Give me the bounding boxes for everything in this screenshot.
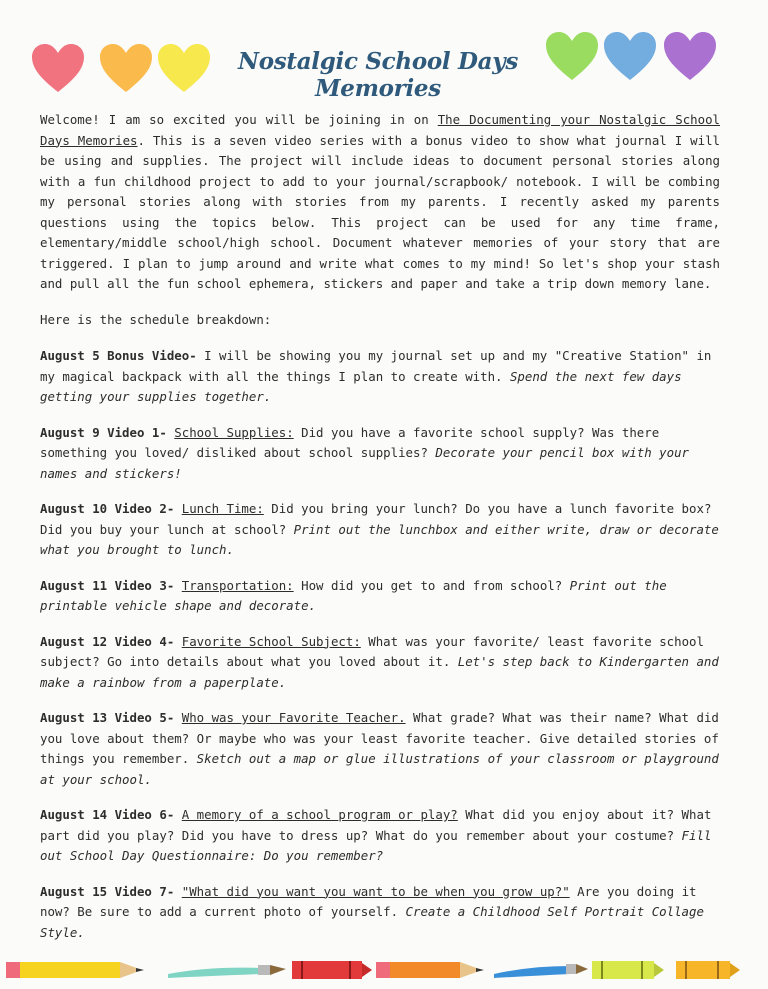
entry-topic: Favorite School Subject: (181, 633, 361, 649)
entry-date: August 11 Video 3- (40, 577, 175, 593)
entry-date: August 10 Video 2- (40, 501, 175, 516)
entry-text: What was your favorite/ least favorite school subject? Go into details about what you loved about it. (40, 633, 704, 669)
video-entry-6 (40, 805, 720, 867)
crayon-border (0, 952, 768, 989)
purple-heart-icon (662, 30, 718, 82)
blue-heart-icon (602, 30, 658, 82)
entry-topic: "What did you want you want to be when you grow up?" (181, 883, 570, 899)
video-entry-2 (40, 499, 720, 561)
entry-activity: Spend the next few days getting your supplies together. (40, 368, 682, 404)
video-entry-1 (40, 423, 720, 485)
entry-activity: Print out the printable vehicle shape and decorate. (40, 577, 667, 613)
entry-topic: Transportation: (181, 577, 294, 593)
schedule-heading: Here is the schedule breakdown: (40, 311, 272, 327)
entry-text: Are you doing it now? Be sure to add a current photo of yourself. (40, 883, 697, 919)
yellow-pencil-icon (6, 962, 144, 978)
video-entry-5 (40, 708, 720, 790)
entry-text: How did you get to and from school? (293, 577, 570, 593)
heart-shape (32, 44, 84, 92)
entry-text: I will be showing you my journal set up and my "Creative Station" in my magical backpack with all the things I plan to create with. (40, 348, 712, 384)
document-body (40, 110, 720, 958)
heart-shape (546, 32, 598, 80)
entry-activity: Sketch out a map or glue illustrations of your classroom or playground at your school. (40, 751, 719, 787)
entry-date: August 5 Bonus Video- (40, 348, 197, 363)
orange-heart-icon (98, 42, 154, 94)
yellow-heart-icon (156, 42, 212, 94)
heart-shape (158, 44, 210, 92)
entry-activity: Fill out School Day Questionnaire: Do you remember? (40, 827, 712, 863)
video-entry-4 (40, 632, 720, 694)
intro-text-rest: . This is a seven video series with a bonus video to show what journal I will be using and supplies. The project will include ideas to document personal stories along with a fun childhood project to add to your journal/scrapbook/ notebook. I will be combing my personal stories along with stories from my parents. I recently asked my parents questions using the topics below. This project can be used for any time frame, elementary/middle school/high school. Document whatever memories of your story that are triggered. I plan to jump around and write what comes to my mind! So let's shop your stash and pull all the fun school ephemera, stickers and paper and take a trip down memory lane. (40, 132, 720, 291)
entry-date: August 15 Video 7- (40, 883, 175, 899)
page-title: Nostalgic School Days Memories (237, 48, 519, 102)
entry-date: August 12 Video 4- (40, 633, 175, 649)
entry-text: What did you enjoy about it? What part did you play? Did you have to dress up? What do you remember about your costume? (40, 807, 712, 843)
entry-date: August 9 Video 1- (40, 424, 167, 440)
red-heart-icon (30, 42, 86, 94)
red-crayon-icon (292, 961, 372, 979)
teal-paintbrush-icon (168, 965, 286, 978)
entry-text: Did you have a favorite school supply? Was there something you loved/ disliked about school supplies? (40, 424, 660, 460)
bonus-video-entry (40, 346, 720, 408)
yellow-crayon-icon (676, 961, 740, 979)
intro-text-start: Welcome! I am so excited you will be joining in on (40, 112, 438, 127)
entry-text: What grade? What was their name? What did you love about them? Or maybe who was your least favorite teacher. Give detailed stories of things you remember. (40, 710, 719, 766)
entry-text: Did you bring your lunch? Do you have a lunch favorite box? Did you buy your lunch at school? (40, 501, 712, 537)
series-title-link: The Documenting your Nostalgic School Days Memories (40, 112, 721, 148)
entry-date: August 14 Video 6- (40, 807, 175, 822)
heart-shape (604, 32, 656, 80)
orange-pencil-icon (376, 962, 484, 978)
entry-activity: Create a Childhood Self Portrait Collage Style. (40, 904, 704, 940)
entry-activity: Decorate your pencil box with your names and stickers! (40, 445, 690, 481)
entry-topic: School Supplies: (174, 424, 294, 440)
entry-topic: Lunch Time: (181, 501, 264, 516)
intro-paragraph (40, 110, 720, 295)
green-crayon-icon (592, 961, 664, 979)
heart-shape (100, 44, 152, 92)
page-header (0, 22, 768, 102)
video-entry-3 (40, 576, 720, 617)
green-heart-icon (544, 30, 600, 82)
entry-topic: Who was your Favorite Teacher. (181, 710, 406, 725)
entry-topic: A memory of a school program or play? (181, 807, 458, 822)
blue-paintbrush-icon (494, 964, 588, 978)
entry-activity: Print out the lunchbox and either write, draw or decorate what you brought to lunch. (40, 521, 719, 557)
entry-date: August 13 Video 5- (40, 710, 175, 725)
video-entry-7 (40, 882, 720, 944)
entry-activity: Let's step back to Kindergarten and make a rainbow from a paperplate. (40, 654, 719, 690)
heart-shape (664, 32, 716, 80)
